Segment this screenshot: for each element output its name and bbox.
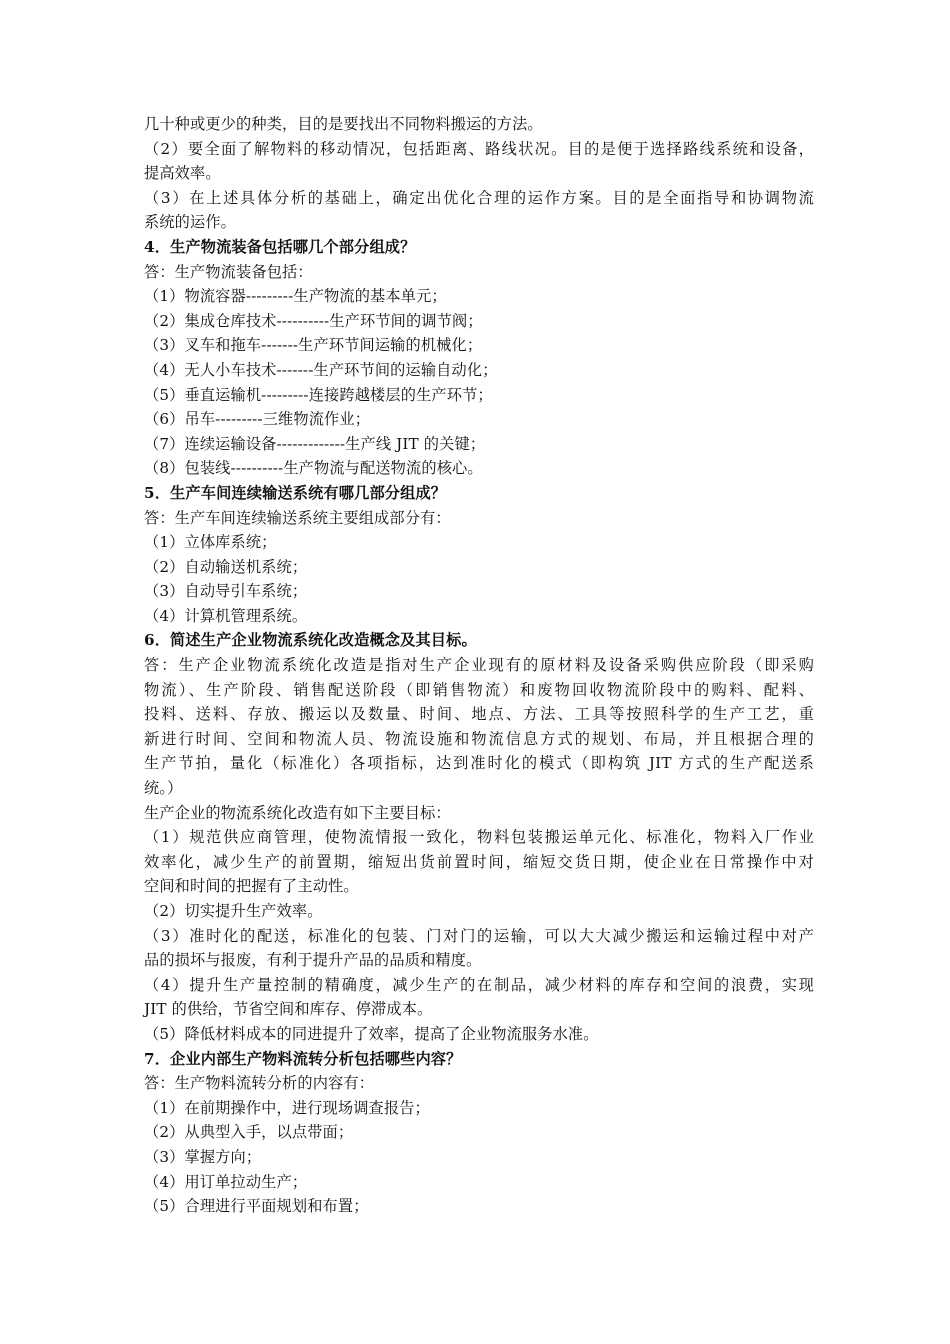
text-line: （4）提升生产量控制的精确度，减少生产的在制品，减少材料的库存和空间的浪费，实现 [144, 975, 814, 994]
text-line: （5）垂直运输机---------连接跨越楼层的生产环节； [144, 385, 493, 404]
text-line: 物流）、生产阶段、销售配送阶段（即销售物流）和废物回收物流阶段中的购料、配料、 [144, 680, 814, 699]
question-heading: 4．生产物流装备包括哪几个部分组成？ [144, 237, 416, 256]
text-line: 生产企业的物流系统化改造有如下主要目标： [144, 803, 451, 822]
text-line: 答：生产企业物流系统化改造是指对生产企业现有的原材料及设备采购供应阶段（即采购 [144, 656, 814, 675]
text-line: 生产节拍，量化（标准化）各项指标，达到准时化的模式（即构筑 JIT 方式的生产配送系 [144, 754, 814, 773]
text-line: 答：生产物流装备包括： [144, 262, 313, 281]
question-heading: 5．生产车间连续输送系统有哪几部分组成？ [144, 483, 447, 502]
text-line: （2）切实提升生产效率。 [144, 902, 323, 920]
text-line: 答：生产物料流转分析的内容有： [144, 1074, 375, 1093]
text-line: （2）集成仓库技术----------生产环节间的调节阀； [144, 311, 483, 330]
text-line: （1）物流容器---------生产物流的基本单元； [144, 287, 447, 306]
text-line: （3）在上述具体分析的基础上，确定出优化合理的运作方案。目的是全面指导和协调物流 [144, 188, 814, 207]
text-line: 投料、送料、存放、搬运以及数量、时间、地点、方法、工具等按照科学的生产工艺，重 [144, 705, 814, 724]
text-line: 系统的运作。 [144, 213, 237, 232]
text-line: （1）在前期操作中，进行现场调查报告； [144, 1098, 430, 1117]
text-line: 统。） [144, 779, 183, 798]
text-line: （5）合理进行平面规划和布置； [144, 1197, 369, 1216]
text-line: （3）准时化的配送，标准化的包装、门对门的运输，可以大大减少搬运和运输过程中对产 [144, 926, 814, 945]
text-line: 效率化，减少生产的前置期，缩短出货前置时间，缩短交货日期，使企业在日常操作中对 [144, 852, 814, 871]
document-page [144, 112, 814, 1219]
text-line: JIT 的供给，节省空间和库存、停滞成本。 [144, 1000, 433, 1019]
text-line: （4）计算机管理系统。 [144, 606, 308, 625]
text-line: 答：生产车间连续输送系统主要组成部分有： [144, 508, 451, 527]
text-line: （8）包装线----------生产物流与配送物流的核心。 [144, 459, 483, 478]
text-line: 空间和时间的把握有了主动性。 [144, 877, 359, 896]
question-heading: 6．简述生产企业物流系统化改造概念及其目标。 [144, 631, 477, 650]
text-line: （3）自动导引车系统； [144, 582, 308, 601]
text-line: （2）要全面了解物料的移动情况，包括距离、路线状况。目的是便于选择路线系统和设备， [144, 139, 814, 158]
text-line: （2）自动输送机系统； [144, 557, 308, 576]
text-line: （2）从典型入手，以点带面； [144, 1123, 354, 1142]
text-line: （7）连续运输设备-------------生产线 JIT 的关键； [144, 434, 486, 453]
text-line: （6）吊车---------三维物流作业； [144, 410, 371, 429]
text-line: 品的损坏与报废，有利于提升产品的品质和精度。 [144, 951, 482, 970]
text-line: （1）立体库系统； [144, 533, 277, 552]
text-line: （1）规范供应商管理，使物流情报一致化，物料包装搬运单元化、标准化，物料入厂作业 [144, 828, 814, 847]
text-line: 新进行时间、空间和物流人员、物流设施和物流信息方式的规划、布局，并且根据合理的 [144, 729, 814, 748]
text-line: （3）掌握方向； [144, 1147, 262, 1166]
text-line: （3）叉车和拖车-------生产环节间运输的机械化； [144, 336, 483, 355]
text-line: 几十种或更少的种类，目的是要找出不同物料搬运的方法。 [144, 115, 543, 133]
question-heading: 7．企业内部生产物料流转分析包括哪些内容？ [144, 1049, 462, 1068]
text-line: 提高效率。 [144, 164, 221, 183]
text-line: （4）无人小车技术-------生产环节间的运输自动化； [144, 360, 498, 379]
text-line: （4）用订单拉动生产； [144, 1172, 308, 1191]
text-line: （5）降低材料成本的同进提升了效率，提高了企业物流服务水准。 [144, 1024, 599, 1043]
